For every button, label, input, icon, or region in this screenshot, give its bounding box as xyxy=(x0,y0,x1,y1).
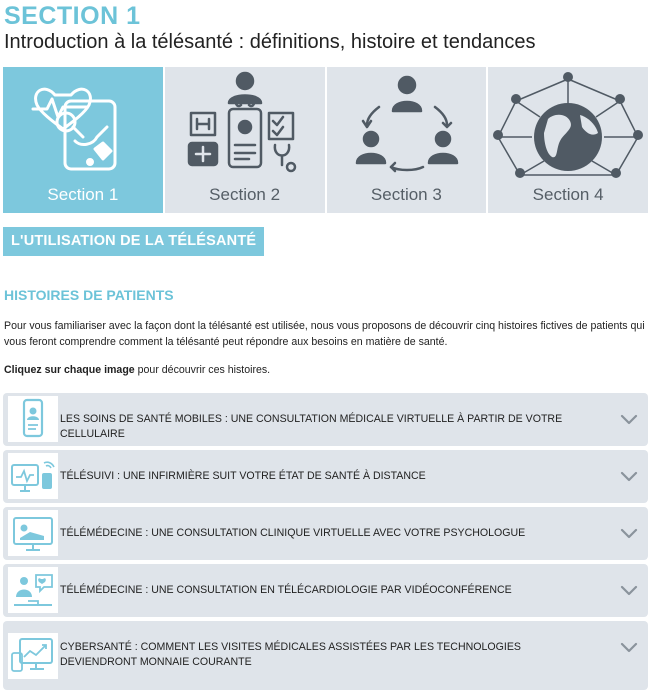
accordion-item-telecardiology[interactable] xyxy=(3,564,648,617)
patients-cta xyxy=(4,364,270,376)
ehealth-monitor-icon xyxy=(8,633,58,679)
mobile-phone-icon xyxy=(8,396,58,442)
tablet-heart-hand-icon xyxy=(3,67,163,187)
accordion-icon-box xyxy=(8,396,58,442)
accordion-label: CYBERSANTÉ : COMMENT LES VISITES MÉDICALES ASSISTÉES PAR LES TECHNOLOGIES DEVIENDRONT MONNAIE COURANTE xyxy=(60,641,521,668)
accordion-icon-box xyxy=(8,453,58,499)
section-tiles xyxy=(3,67,648,213)
accordion-item-telemonitoring[interactable] xyxy=(3,450,648,503)
section-banner: L'UTILISATION DE LA TÉLÉSANTÉ xyxy=(3,227,264,256)
accordion-label: TÉLÉMÉDECINE : UNE CONSULTATION CLINIQUE VIRTUELLE AVEC VOTRE PSYCHOLOGUE xyxy=(60,527,526,539)
tile-label: Section 2 xyxy=(209,185,281,204)
chevron-down-icon[interactable] xyxy=(620,642,638,654)
accordion-icon-box xyxy=(8,510,58,556)
doctor-hospital-icon xyxy=(165,67,325,187)
tile-label: Section 1 xyxy=(47,185,119,204)
cta-rest: pour découvrir ces histoires. xyxy=(134,364,271,376)
chevron-down-icon[interactable] xyxy=(620,528,638,540)
accordion-label: LES SOINS DE SANTÉ MOBILES : UNE CONSULTATION MÉDICALE VIRTUELLE À PARTIR DE VOTRE CELLULAIRE xyxy=(60,413,563,440)
tile-section-3[interactable] xyxy=(327,67,487,213)
accordion-icon-box xyxy=(8,633,58,679)
patients-heading: HISTOIRES DE PATIENTS xyxy=(4,287,174,303)
globe-network-icon xyxy=(488,67,648,187)
cta-bold: Cliquez sur chaque image xyxy=(4,364,135,376)
accordion-item-psychology[interactable] xyxy=(3,507,648,560)
remote-monitoring-icon xyxy=(8,453,58,499)
chevron-down-icon[interactable] xyxy=(620,471,638,483)
accordion-item-mobile-health[interactable] xyxy=(3,393,648,446)
accordion-label: TÉLÉSUIVI : UNE INFIRMIÈRE SUIT VOTRE ÉTAT DE SANTÉ À DISTANCE xyxy=(60,470,426,482)
accordion-item-ehealth[interactable] xyxy=(3,621,648,690)
patients-intro: Pour vous familiariser avec la façon dont la télésanté est utilisée, nous vous proposons de découvrir cinq histoires fictives de patients qui vous feront comprendre comment la télésanté peut répondre aux besoins en matière de santé. xyxy=(4,320,645,348)
accordion-icon-box xyxy=(8,567,58,613)
telecardiology-icon xyxy=(8,567,58,613)
care-cycle-icon xyxy=(327,67,487,187)
section-label: SECTION 1 xyxy=(4,2,141,30)
tile-section-2[interactable] xyxy=(165,67,325,213)
tile-section-1[interactable] xyxy=(3,67,163,213)
accordion-label: TÉLÉMÉDECINE : UNE CONSULTATION EN TÉLÉCARDIOLOGIE PAR VIDÉOCONFÉRENCE xyxy=(60,584,512,596)
chevron-down-icon[interactable] xyxy=(620,414,638,426)
tile-label: Section 4 xyxy=(532,185,604,204)
chevron-down-icon[interactable] xyxy=(620,585,638,597)
tile-label: Section 3 xyxy=(370,185,442,204)
tile-section-4[interactable] xyxy=(488,67,648,213)
page-title: Introduction à la télésanté : définitions, histoire et tendances xyxy=(4,31,536,53)
virtual-psychology-icon xyxy=(8,510,58,556)
